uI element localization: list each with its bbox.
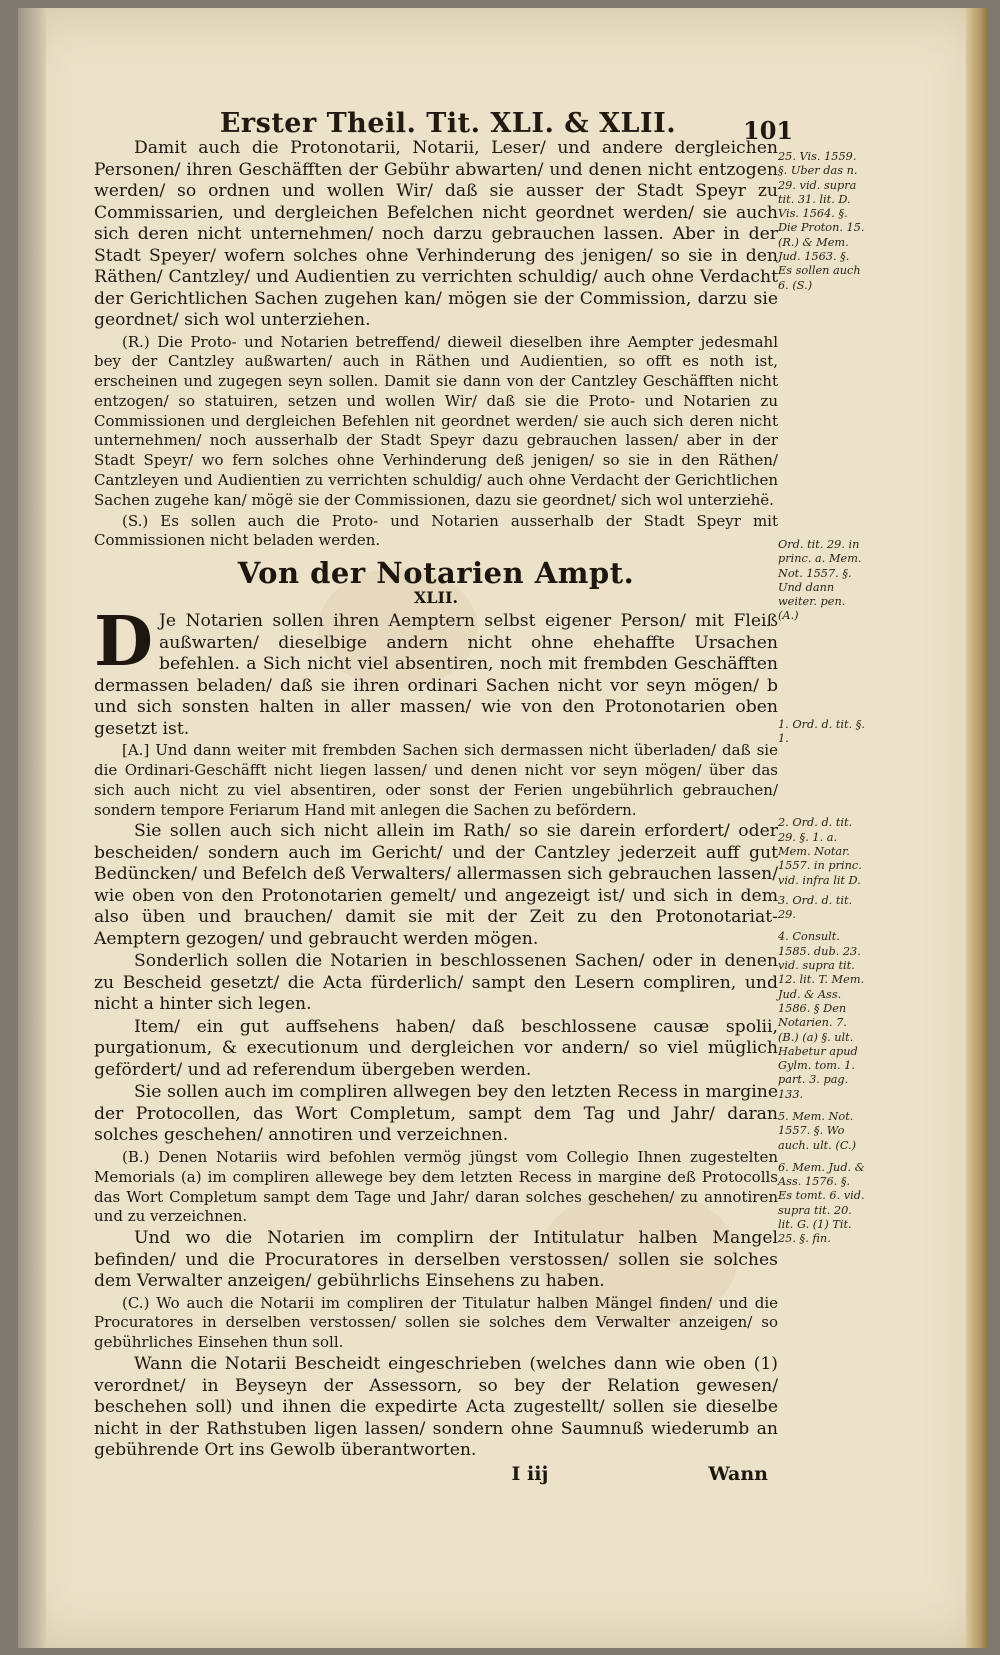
paragraph-note-r: (R.) Die Proto- und Notarien betreffend/ dieweil dieselben ihre Aempter jedesmahl bey der Cantzley außwarten/ auch in Räthen und Audientien, so offt es noth ist, erscheinen und zugegen seyn sollen. Damit sie dann von der Cantzley Geschäfften nicht entzogen/ so statuiren, setzen und wollen Wir/ daß sie die Proto- und Notarien zu Commissionen und dergleichen Befehlen nit geordnet werden/ sie auch sich deren nicht unternehmen/ noch ausserhalb der Stadt Speyr dazu gebrauchen lassen/ aber in der Stadt Speyr/ wo fern solches ohne Verhinderung deß jenigen/ so sie in den Räthen/ Cantzleyen und Audientien zu verrichten schuldig/ auch ohne Verdacht der Gerichtlichen Sachen zugehe kan/ mögë sie der Commissionen, dazu sie geordnet/ sich wol unterziehë. [94,332,778,509]
margin-note: 2. Ord. d. tit. 29. §. 1. a. Mem. Notar. 1557. in princ. vid. infra lit D. [778,816,862,887]
paragraph-note-a: [A.] Und dann weiter mit frembden Sachen sich dermassen nicht überladen/ daß sie die Ordinari-Geschäfft nicht liegen lassen/ und denen nicht vor seyn mögen/ über das sich auch nicht zu viel absentiren, oder sonst der Ferien ungebührlich gebrauchen/ sondern tempore Feriarum Hand mit anlegen die Sachen zu befördern. [94,741,778,819]
page-number: 101 [743,116,794,145]
drop-cap: D [94,602,153,683]
main-text-column [94,138,778,1485]
paragraph-note-b: (B.) Denen Notariis wird befohlen vermög jüngst vom Collegio Ihnen zugestelten Memorials (a) im compliren allewege bey dem letzten Recess in margine deß Protocolls das Wort Completum sampt dem Tage und Jahr/ daran solches geschehen/ zu annotiren und zu verzeichnen. [94,1147,778,1226]
paragraph: Wann die Notarii Bescheidt eingeschrieben (welches dann wie oben (1) verordnet/ in Beyseyn der Assessorn, so bey der Relation gewesen/ beschehen soll) und ihnen die expedirte Acta zugestellt/ sollen sie dieselbe nicht in der Rathstuben ligen lassen/ sondern ohne Saumnuß wiederumb an gebührende Ort ins Gewolb überantworten. [94,1354,778,1461]
page-footer [94,1464,778,1486]
paragraph: Damit auch die Protonotarii, Notarii, Leser/ und andere dergleichen Personen/ ihren Geschäfften der Gebühr abwarten/ und denen nicht entzogen werden/ so ordnen und wollen Wir/ daß sie ausser der Stadt Speyr zu Commissarien, und dergleichen Befelchen nicht geordnet werden/ sie auch sich deren nicht unternehmen/ noch darzu gebrauchen lassen. Aber in der Stadt Speyer/ wofern solches ohne Verhinderung des jenigen/ so sie in den Räthen/ Cantzley/ und Audientien zu verrichten schuldig/ auch ohne Verdacht der Gerichtlichen Sachen zugehen kan/ mögen sie der Commission, darzu sie geordnet/ sich wol unterziehen. [94,138,778,330]
margin-note: 25. Vis. 1559. §. Uber das n. 29. vid. supra tit. 31. lit. D. Vis. 1564. §. Die Proton. 15. (R.) & Mem. Jud. 1563. §. Es sollen auch 6. (S.) [778,150,865,292]
running-head [18,108,788,139]
margin-note: 4. Consult. 1585. dub. 23. vid. supra tit. 12. lit. T. Mem. Jud. & Ass. 1586. § Den Notarien. 7. (B.) (a) §. ult. Habetur apud Gylm. tom. 1. part. 3. pag. 133. [778,930,865,1101]
paragraph: Und wo die Notarien im complirn der Intitulatur halben Mangel befinden/ und die Procuratores in derselben verstossen/ sollen sie solches dem Verwalter anzeigen/ gebührlichs Einsehens zu haben. [94,1228,778,1292]
paragraph: Sie sollen auch im compliren allwegen bey den letzten Recess in margine der Protocollen, das Wort Completum, sampt dem Tag und Jahr/ daran solches geschehen/ annotiren und verzeichnen. [94,1082,778,1146]
paragraph-with-dropcap [94,602,778,740]
running-head-title: Erster Theil. Tit. XLI. & XLII. [219,108,677,139]
margin-note: 3. Ord. d. tit. 29. [778,893,853,922]
paragraph-text: Je Notarien sollen ihren Aemptern selbst eigener Person/ mit Fleiß außwarten/ dieselbige andern nicht ohne ehehaffte Ursachen befehlen. a Sich nicht viel absentiren, noch mit frembden Geschäfften dermassen beladen/ daß sie ihren ordinari Sachen nicht vor seyn mögen/ b und sich sonsten halten in aller massen/ wie von den Protonotarien oben gesetzt ist. [94,611,778,739]
paragraph-note-c: (C.) Wo auch die Notarii im compliren der Titulatur halben Mängel finden/ und die Procuratores in derselben verstossen/ sollen sie solches dem Verwalter anzeigen/ so gebührliches Einsehen thun soll. [94,1293,778,1352]
paragraph-note-s: (S.) Es sollen auch die Proto- und Notarien ausserhalb der Stadt Speyr mit Commissionen nicht beladen werden. [94,511,778,550]
binding-gutter [18,8,46,1648]
catchword: Wann [708,1462,768,1485]
margin-note: Ord. tit. 29. in princ. a. Mem. Not. 1557. §. Und dann weiter. pen. (A.) [778,537,862,623]
marginal-notes [778,138,866,1247]
section-title: Von der Notarien Ampt. [237,556,635,591]
margin-note: 5. Mem. Not. 1557. §. Wo auch. ult. (C.) [778,1109,857,1152]
paragraph: Sie sollen auch sich nicht allein im Rath/ so sie darein erfordert/ oder bescheiden/ sondern auch im Gericht/ und der Cantzley jederzeit auff gut Bedüncken/ und Befelch deß Verwalters/ allermassen sich gebrauchen lassen/ wie oben von den Protonotarien gemelt/ und angezeigt ist/ und sich in dem also üben und brauchen/ damit sie mit der Zeit zu den Protonotariat-Aemptern gezogen/ und gebraucht werden mögen. [94,821,778,949]
book-page [18,8,988,1648]
section-number: XLII. [413,587,459,607]
signature-mark: I iij [511,1462,549,1485]
margin-note: 6. Mem. Jud. & Ass. 1576. §. Es tomt. 6. vid. supra tit. 20. lit. G. (1) Tit. 25. §. fin. [778,1160,865,1246]
paragraph: Sonderlich sollen die Notarien in beschlossenen Sachen/ oder in denen zu Bescheid gesetzt/ die Acta fürderlich/ sampt den Lesern compliren, und nicht a hinter sich legen. [94,951,778,1015]
paragraph: Item/ ein gut auffsehens haben/ daß beschlossene causæ spolii, purgationum, & executionum und dergleichen vor andern/ so viel müglich gefördert/ und ad referendum übergeben werden. [94,1016,778,1080]
margin-note: 1. Ord. d. tit. §. 1. [778,717,865,746]
page-edge [966,8,988,1648]
